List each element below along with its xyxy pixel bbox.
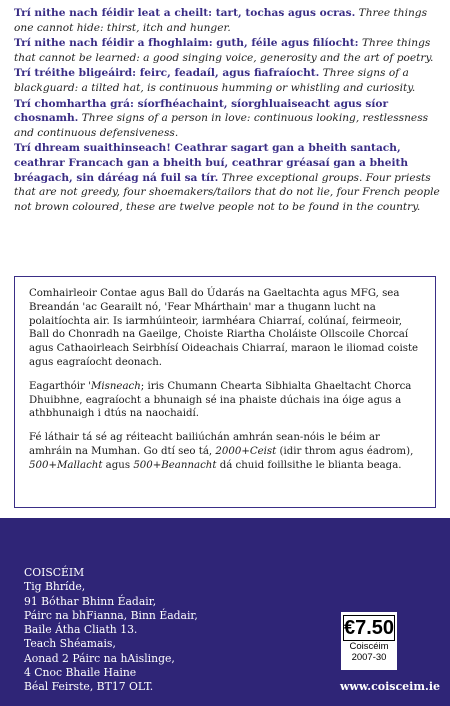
bio-text: ; iris Chumann Chearta Sibhialta Ghaeltacht Chorca Dhuibhne, eagraíocht a bhunaigh sé ina phaiste dúchais ina óige agus a athbhunaigh i dtús na naochaidí. — [29, 380, 412, 420]
address-line: Páirc na bhFianna, Binn Éadair, — [24, 608, 198, 622]
triad-5 — [14, 141, 440, 214]
triad-english: Three signs of a person in love: continuous looking, restlessness and continuous defensiveness. — [14, 112, 429, 139]
sticker-publisher: Coiscéim — [349, 641, 389, 652]
triads-section — [14, 6, 440, 215]
bio-text: Fé láthair tá sé ag réiteacht bailiúchán amhrán sean-nóis le béim ar amhráin na Mumhan. Go dtí seo tá, — [29, 432, 380, 457]
triad-3 — [14, 66, 440, 95]
triad-4 — [14, 97, 440, 141]
triad-english: Three things that cannot be learned: a good singing voice, generosity and the art of poetry. — [14, 37, 434, 64]
triad-irish: Trí chomhartha grá: síorfhéachaint, síorghluaiseacht agus síor chosnamh. — [14, 97, 389, 125]
bio-text: agus — [102, 459, 134, 471]
bio-text: (idir throm agus éadrom), — [276, 445, 414, 457]
price-label: €7.50 — [344, 617, 395, 639]
address-line: 4 Cnoc Bhaile Haine — [24, 666, 137, 680]
bio-emphasis: Misneach — [90, 380, 141, 392]
address-line: Baile Átha Cliath 13. — [24, 623, 138, 637]
website-link[interactable]: www.coisceim.ie — [339, 680, 440, 693]
bio-text: Eagarthóir ' — [29, 380, 91, 392]
address-line: Teach Shéamais, — [24, 637, 116, 651]
bio-paragraph-3 — [29, 431, 421, 472]
address-line: Tig Bhríde, — [24, 580, 86, 594]
triad-irish: Trí dhream suaithinseach! Ceathrar sagart gan a bheith santach, ceathrar Francach gan a bheith buí, ceathrar gréasaí gan a bheith bréagach, sin dáréag ná fuil sa tír. — [14, 142, 409, 184]
author-bio-box — [14, 276, 436, 508]
bio-emphasis: 2000+Ceist — [215, 445, 277, 457]
triad-irish: Trí tréithe bligeáird: feirc, feadaíl, agus fiafraíocht. — [14, 67, 320, 80]
sticker-code: 2007-30 — [351, 652, 387, 663]
triad-2 — [14, 36, 440, 65]
bio-paragraph-2 — [29, 380, 421, 421]
address-line: Aonad 2 Páirc na hAislinge, — [24, 651, 175, 665]
triad-1 — [14, 6, 440, 35]
bio-emphasis: 500+Mallacht — [29, 459, 103, 471]
bio-emphasis: 500+Beannacht — [133, 459, 217, 471]
publisher-address — [24, 566, 198, 695]
bio-text: dá chuid foillsithe le blianta beaga. — [216, 459, 402, 471]
triad-irish: Trí nithe nach féidir leat a cheilt: tart, tochas agus ocras. — [14, 7, 356, 19]
triad-irish: Trí nithe nach féidir a fhoghlaim: guth, féile agus filíocht: — [14, 37, 359, 50]
triad-english: Three exceptional groups. Four priests that are not greedy, four shoemakers/tailors that do not lie, four French people not brown coloured, these are twelve people not to be found in the country. — [14, 171, 440, 213]
triad-english: Three things one cannot hide: thirst, itch and hunger. — [14, 7, 428, 34]
address-line: 91 Bóthar Bhinn Éadair, — [24, 594, 157, 608]
bio-paragraph-1: Comhairleoir Contae agus Ball do Údarás na Gaeltachta agus MFG, sea Breandán 'ac Gearailt nó, 'Fear Mhárthain' mar a thugann lucht na polaitíochta air. Is iarmhúinteoir, iarmhéara Chiarraí, colúnaí, feirmeoir, Ball do Chonradh na Gaeilge, Choiste Riartha Choláiste Ollscoile Chorcaí agus Cathaoirleach Seirbhísí Oideachais Chiarraí, maraon le iliomad coiste agus eagraíocht deonach. — [29, 288, 419, 368]
price-sticker — [341, 612, 397, 670]
triad-english: Three signs of a blackguard: a tilted hat, is continuous humming or whistling and curiosity. — [14, 67, 416, 94]
address-line: COISCÉIM — [24, 566, 85, 579]
address-line: Béal Feirste, BT17 OLT. — [24, 680, 154, 694]
